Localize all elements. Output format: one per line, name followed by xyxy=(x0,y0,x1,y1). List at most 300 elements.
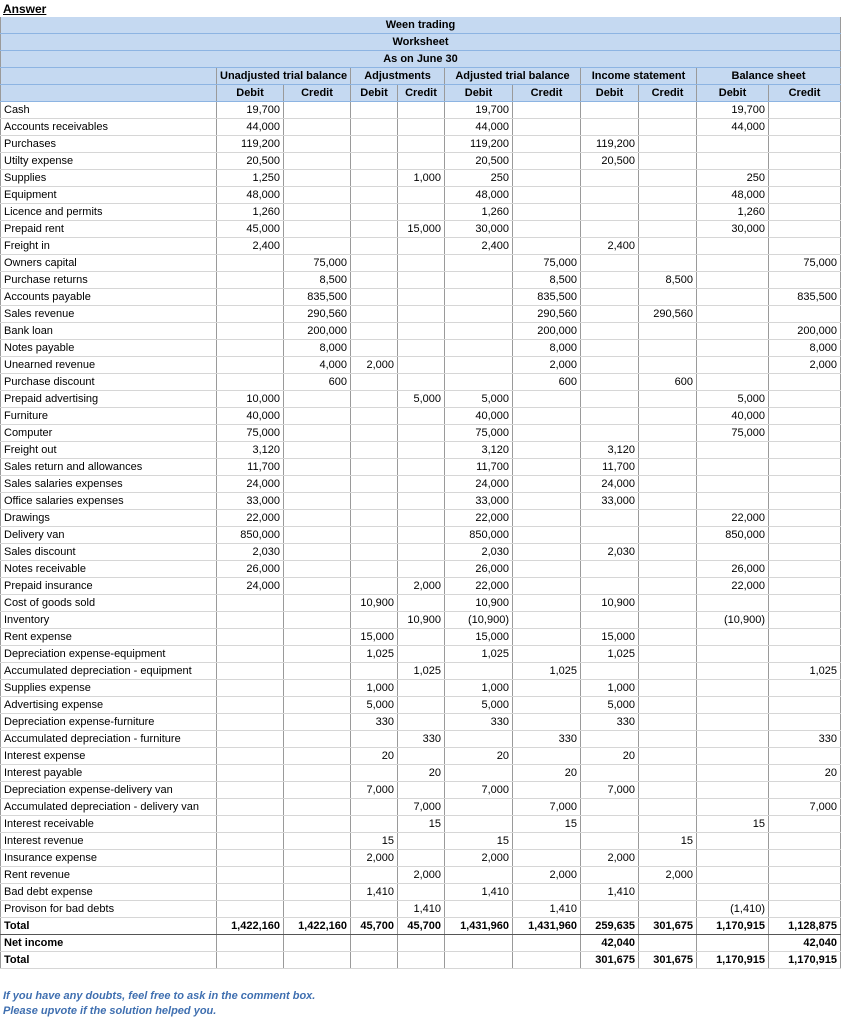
cell-is-credit xyxy=(639,153,697,170)
cell-is-credit xyxy=(639,238,697,255)
cell-is-credit xyxy=(639,629,697,646)
cell-adjtb-credit xyxy=(513,612,581,629)
cell-account: Purchase returns xyxy=(1,272,217,289)
cell-account: Accumulated depreciation - delivery van xyxy=(1,799,217,816)
cell-adjtb-debit xyxy=(445,374,513,391)
cell-unadj-debit: 22,000 xyxy=(217,510,284,527)
cell-bs-credit xyxy=(769,170,841,187)
cell-adj-credit: 10,900 xyxy=(398,612,445,629)
cell-unadj-debit: 10,000 xyxy=(217,391,284,408)
cell-adj-credit: 1,025 xyxy=(398,663,445,680)
cell-account: Sales revenue xyxy=(1,306,217,323)
account-row xyxy=(1,561,841,578)
cell-bs-debit: (1,410) xyxy=(697,901,769,918)
cell-adjtb-debit: 7,000 xyxy=(445,782,513,799)
cell-account: Owners capital xyxy=(1,255,217,272)
cell-unadj-debit: 48,000 xyxy=(217,187,284,204)
cell-account: Equipment xyxy=(1,187,217,204)
cell-account: Prepaid insurance xyxy=(1,578,217,595)
cell-bs-debit: 22,000 xyxy=(697,510,769,527)
cell-adj-credit xyxy=(398,697,445,714)
debit-header: Debit xyxy=(217,85,284,102)
group-adjustments: Adjustments xyxy=(351,68,445,85)
cell-adj-credit xyxy=(398,510,445,527)
cell-adj-credit xyxy=(398,119,445,136)
group-income-statement: Income statement xyxy=(581,68,697,85)
cell-unadj-credit xyxy=(284,833,351,850)
cell-adjtb-debit xyxy=(445,306,513,323)
cell-adj-debit: 1,025 xyxy=(351,646,398,663)
cell-bs-credit xyxy=(769,459,841,476)
cell-bs-debit xyxy=(697,476,769,493)
cell-adjtb-debit: 19,700 xyxy=(445,102,513,119)
cell-adj-credit xyxy=(398,476,445,493)
cell-adj-credit xyxy=(398,748,445,765)
cell-is-credit xyxy=(639,646,697,663)
account-row xyxy=(1,646,841,663)
cell-adjtb-debit: 15,000 xyxy=(445,629,513,646)
cell-bs-debit: 75,000 xyxy=(697,425,769,442)
cell-adjtb-credit xyxy=(513,442,581,459)
cell-is-debit: 33,000 xyxy=(581,493,639,510)
cell-unadj-debit xyxy=(217,850,284,867)
account-row xyxy=(1,714,841,731)
cell-adj-debit xyxy=(351,527,398,544)
cell-unadj-debit xyxy=(217,323,284,340)
cell-unadj-debit xyxy=(217,663,284,680)
cell-is-debit: 20,500 xyxy=(581,153,639,170)
cell-unadj-credit xyxy=(284,629,351,646)
debit-credit-header-row xyxy=(1,85,841,102)
cell-adjtb-debit: 75,000 xyxy=(445,425,513,442)
cell-unadj-credit xyxy=(284,408,351,425)
cell-is-debit xyxy=(581,816,639,833)
cell-is-debit xyxy=(581,731,639,748)
cell-account: Freight in xyxy=(1,238,217,255)
cell-is-debit xyxy=(581,799,639,816)
cell-unadj-debit: 45,000 xyxy=(217,221,284,238)
cell-adj-credit xyxy=(398,425,445,442)
cell-is-credit xyxy=(639,680,697,697)
cell-is-credit xyxy=(639,442,697,459)
cell-unadj-credit xyxy=(284,119,351,136)
cell-adjtb-debit xyxy=(445,816,513,833)
cell-is-credit xyxy=(639,425,697,442)
cell-adj-credit: 45,700 xyxy=(398,918,445,935)
cell-account: Delivery van xyxy=(1,527,217,544)
cell-adj-debit xyxy=(351,578,398,595)
cell-adj-debit xyxy=(351,731,398,748)
cell-adj-credit xyxy=(398,680,445,697)
cell-adjtb-debit xyxy=(445,357,513,374)
cell-unadj-credit: 4,000 xyxy=(284,357,351,374)
cell-bs-debit xyxy=(697,646,769,663)
cell-bs-credit xyxy=(769,408,841,425)
cell-adj-debit xyxy=(351,493,398,510)
cell-bs-debit: 30,000 xyxy=(697,221,769,238)
cell-unadj-credit xyxy=(284,901,351,918)
cell-is-credit xyxy=(639,527,697,544)
account-row xyxy=(1,221,841,238)
cell-is-credit xyxy=(639,884,697,901)
cell-adjtb-debit: 5,000 xyxy=(445,391,513,408)
cell-bs-debit xyxy=(697,935,769,952)
account-row xyxy=(1,119,841,136)
cell-adj-credit xyxy=(398,952,445,969)
cell-adjtb-credit xyxy=(513,238,581,255)
cell-adj-debit: 10,900 xyxy=(351,595,398,612)
credit-header: Credit xyxy=(398,85,445,102)
cell-is-debit: 11,700 xyxy=(581,459,639,476)
cell-adjtb-debit xyxy=(445,272,513,289)
cell-adjtb-credit: 8,000 xyxy=(513,340,581,357)
cell-bs-debit xyxy=(697,799,769,816)
cell-adj-debit xyxy=(351,544,398,561)
cell-bs-debit xyxy=(697,663,769,680)
account-row xyxy=(1,459,841,476)
account-row xyxy=(1,272,841,289)
cell-unadj-debit xyxy=(217,799,284,816)
cell-adj-credit: 20 xyxy=(398,765,445,782)
cell-is-debit xyxy=(581,901,639,918)
cell-unadj-debit xyxy=(217,306,284,323)
cell-adj-credit: 330 xyxy=(398,731,445,748)
cell-adj-debit xyxy=(351,867,398,884)
cell-adjtb-credit xyxy=(513,646,581,663)
cell-adj-debit xyxy=(351,255,398,272)
cell-unadj-debit xyxy=(217,272,284,289)
cell-adjtb-debit: 1,431,960 xyxy=(445,918,513,935)
cell-adjtb-debit: 1,410 xyxy=(445,884,513,901)
cell-account: Total xyxy=(1,918,217,935)
cell-bs-credit xyxy=(769,221,841,238)
cell-bs-debit xyxy=(697,493,769,510)
cell-unadj-credit xyxy=(284,221,351,238)
cell-adj-credit xyxy=(398,289,445,306)
cell-bs-debit: 44,000 xyxy=(697,119,769,136)
cell-unadj-credit xyxy=(284,595,351,612)
debit-header: Debit xyxy=(445,85,513,102)
cell-is-credit xyxy=(639,901,697,918)
cell-bs-credit xyxy=(769,272,841,289)
cell-is-debit xyxy=(581,663,639,680)
cell-adjtb-credit xyxy=(513,527,581,544)
account-row xyxy=(1,731,841,748)
cell-bs-credit xyxy=(769,204,841,221)
cell-adj-debit xyxy=(351,935,398,952)
cell-unadj-debit xyxy=(217,612,284,629)
cell-is-credit xyxy=(639,714,697,731)
cell-adj-debit xyxy=(351,187,398,204)
cell-is-debit xyxy=(581,612,639,629)
cell-adjtb-debit: 250 xyxy=(445,170,513,187)
cell-adj-debit xyxy=(351,442,398,459)
cell-is-debit: 2,030 xyxy=(581,544,639,561)
account-row xyxy=(1,187,841,204)
cell-unadj-debit: 24,000 xyxy=(217,578,284,595)
cell-adjtb-debit: 1,000 xyxy=(445,680,513,697)
cell-unadj-debit xyxy=(217,901,284,918)
cell-unadj-debit xyxy=(217,935,284,952)
cell-is-debit: 5,000 xyxy=(581,697,639,714)
cell-bs-debit xyxy=(697,340,769,357)
account-row xyxy=(1,374,841,391)
cell-is-credit xyxy=(639,595,697,612)
cell-adj-credit: 1,000 xyxy=(398,170,445,187)
cell-bs-debit xyxy=(697,306,769,323)
account-row xyxy=(1,493,841,510)
cell-bs-credit xyxy=(769,561,841,578)
cell-is-debit: 1,025 xyxy=(581,646,639,663)
cell-adj-debit xyxy=(351,952,398,969)
cell-account: Office salaries expenses xyxy=(1,493,217,510)
cell-adjtb-debit xyxy=(445,340,513,357)
cell-unadj-debit xyxy=(217,884,284,901)
cell-is-debit: 2,000 xyxy=(581,850,639,867)
cell-adjtb-debit xyxy=(445,765,513,782)
cell-unadj-credit xyxy=(284,782,351,799)
cell-unadj-debit xyxy=(217,289,284,306)
cell-unadj-debit xyxy=(217,714,284,731)
cell-adjtb-credit xyxy=(513,578,581,595)
cell-is-credit: 8,500 xyxy=(639,272,697,289)
cell-adjtb-debit: 48,000 xyxy=(445,187,513,204)
cell-bs-debit xyxy=(697,765,769,782)
cell-account: Purchases xyxy=(1,136,217,153)
cell-account: Drawings xyxy=(1,510,217,527)
company-name: Ween trading xyxy=(1,17,841,34)
cell-bs-debit xyxy=(697,748,769,765)
cell-adjtb-debit: 20,500 xyxy=(445,153,513,170)
cell-bs-debit xyxy=(697,136,769,153)
cell-bs-credit xyxy=(769,816,841,833)
cell-adj-credit xyxy=(398,306,445,323)
cell-adjtb-debit: 119,200 xyxy=(445,136,513,153)
cell-bs-debit: 250 xyxy=(697,170,769,187)
cell-adjtb-credit: 7,000 xyxy=(513,799,581,816)
cell-unadj-credit xyxy=(284,187,351,204)
cell-adj-debit xyxy=(351,306,398,323)
cell-adj-debit xyxy=(351,170,398,187)
account-row xyxy=(1,612,841,629)
cell-unadj-credit xyxy=(284,493,351,510)
cell-adj-debit: 15 xyxy=(351,833,398,850)
cell-is-credit xyxy=(639,561,697,578)
cell-adj-debit xyxy=(351,510,398,527)
cell-unadj-credit: 290,560 xyxy=(284,306,351,323)
cell-adjtb-debit xyxy=(445,663,513,680)
cell-adjtb-credit xyxy=(513,408,581,425)
cell-adjtb-debit: 26,000 xyxy=(445,561,513,578)
cell-adjtb-debit: 2,030 xyxy=(445,544,513,561)
cell-bs-debit: 40,000 xyxy=(697,408,769,425)
cell-adjtb-credit: 2,000 xyxy=(513,867,581,884)
account-row xyxy=(1,476,841,493)
cell-bs-debit xyxy=(697,850,769,867)
worksheet-table xyxy=(0,17,841,969)
cell-account: Net income xyxy=(1,935,217,952)
cell-is-credit: 15 xyxy=(639,833,697,850)
cell-unadj-debit: 2,030 xyxy=(217,544,284,561)
cell-unadj-debit: 20,500 xyxy=(217,153,284,170)
cell-bs-credit xyxy=(769,629,841,646)
cell-unadj-debit xyxy=(217,646,284,663)
cell-bs-debit xyxy=(697,255,769,272)
cell-adjtb-debit: 24,000 xyxy=(445,476,513,493)
cell-adj-debit: 15,000 xyxy=(351,629,398,646)
cell-account: Computer xyxy=(1,425,217,442)
cell-unadj-credit xyxy=(284,867,351,884)
cell-bs-credit xyxy=(769,425,841,442)
cell-is-credit xyxy=(639,782,697,799)
cell-is-debit xyxy=(581,527,639,544)
cell-is-debit: 3,120 xyxy=(581,442,639,459)
cell-adj-credit xyxy=(398,408,445,425)
cell-unadj-debit: 119,200 xyxy=(217,136,284,153)
cell-bs-credit xyxy=(769,544,841,561)
cell-bs-credit xyxy=(769,782,841,799)
cell-unadj-debit: 26,000 xyxy=(217,561,284,578)
cell-adjtb-debit: 10,900 xyxy=(445,595,513,612)
cell-bs-credit: 20 xyxy=(769,765,841,782)
cell-bs-credit xyxy=(769,476,841,493)
cell-adjtb-debit: 30,000 xyxy=(445,221,513,238)
cell-adj-debit xyxy=(351,136,398,153)
cell-bs-credit xyxy=(769,136,841,153)
cell-bs-credit xyxy=(769,442,841,459)
cell-is-debit: 15,000 xyxy=(581,629,639,646)
cell-unadj-credit xyxy=(284,561,351,578)
cell-adjtb-credit xyxy=(513,170,581,187)
cell-unadj-debit: 44,000 xyxy=(217,119,284,136)
cell-adjtb-credit xyxy=(513,595,581,612)
cell-is-credit xyxy=(639,170,697,187)
cell-is-credit xyxy=(639,136,697,153)
debit-header: Debit xyxy=(697,85,769,102)
cell-unadj-credit xyxy=(284,425,351,442)
cell-bs-credit xyxy=(769,578,841,595)
cell-bs-credit xyxy=(769,901,841,918)
cell-is-credit xyxy=(639,391,697,408)
cell-adj-debit xyxy=(351,340,398,357)
cell-is-debit: 20 xyxy=(581,748,639,765)
cell-is-credit xyxy=(639,340,697,357)
cell-bs-debit xyxy=(697,289,769,306)
cell-adj-credit xyxy=(398,850,445,867)
cell-adjtb-credit: 15 xyxy=(513,816,581,833)
cell-adj-debit: 330 xyxy=(351,714,398,731)
cell-unadj-credit: 200,000 xyxy=(284,323,351,340)
credit-header: Credit xyxy=(769,85,841,102)
cell-adj-debit xyxy=(351,204,398,221)
cell-bs-debit xyxy=(697,697,769,714)
account-row xyxy=(1,170,841,187)
cell-is-debit xyxy=(581,323,639,340)
cell-unadj-credit xyxy=(284,680,351,697)
cell-unadj-credit xyxy=(284,765,351,782)
cell-is-credit xyxy=(639,612,697,629)
cell-adjtb-credit xyxy=(513,561,581,578)
account-row xyxy=(1,850,841,867)
cell-is-debit xyxy=(581,204,639,221)
cell-is-debit: 119,200 xyxy=(581,136,639,153)
cell-account: Cost of goods sold xyxy=(1,595,217,612)
cell-bs-debit: 26,000 xyxy=(697,561,769,578)
cell-bs-debit xyxy=(697,629,769,646)
cell-is-credit xyxy=(639,408,697,425)
cell-is-debit: 10,900 xyxy=(581,595,639,612)
account-row xyxy=(1,748,841,765)
cell-adjtb-debit: 33,000 xyxy=(445,493,513,510)
cell-adj-credit xyxy=(398,136,445,153)
cell-adjtb-debit xyxy=(445,255,513,272)
cell-adjtb-credit xyxy=(513,204,581,221)
cell-adj-debit xyxy=(351,561,398,578)
cell-adj-credit: 5,000 xyxy=(398,391,445,408)
cell-is-debit xyxy=(581,357,639,374)
cell-bs-debit: 15 xyxy=(697,816,769,833)
cell-adj-credit xyxy=(398,374,445,391)
cell-account: Interest expense xyxy=(1,748,217,765)
cell-unadj-debit: 1,422,160 xyxy=(217,918,284,935)
cell-account: Supplies xyxy=(1,170,217,187)
cell-adjtb-credit: 2,000 xyxy=(513,357,581,374)
cell-is-debit: 7,000 xyxy=(581,782,639,799)
cell-adjtb-credit xyxy=(513,714,581,731)
cell-is-debit xyxy=(581,765,639,782)
cell-adj-debit xyxy=(351,901,398,918)
cell-adjtb-credit: 8,500 xyxy=(513,272,581,289)
account-row xyxy=(1,799,841,816)
cell-adjtb-debit: 22,000 xyxy=(445,510,513,527)
cell-account: Accounts payable xyxy=(1,289,217,306)
cell-adj-credit xyxy=(398,595,445,612)
cell-is-debit xyxy=(581,408,639,425)
cell-unadj-credit: 75,000 xyxy=(284,255,351,272)
cell-adj-credit xyxy=(398,272,445,289)
cell-unadj-credit xyxy=(284,170,351,187)
cell-is-credit: 600 xyxy=(639,374,697,391)
cell-is-debit xyxy=(581,221,639,238)
account-row xyxy=(1,680,841,697)
account-row xyxy=(1,782,841,799)
cell-is-credit xyxy=(639,816,697,833)
cell-unadj-debit: 1,250 xyxy=(217,170,284,187)
cell-bs-credit xyxy=(769,238,841,255)
cell-unadj-debit: 11,700 xyxy=(217,459,284,476)
cell-is-credit xyxy=(639,323,697,340)
cell-adj-credit: 2,000 xyxy=(398,578,445,595)
cell-is-credit: 2,000 xyxy=(639,867,697,884)
cell-adjtb-credit xyxy=(513,153,581,170)
credit-header: Credit xyxy=(513,85,581,102)
cell-adjtb-debit: 22,000 xyxy=(445,578,513,595)
cell-adj-debit xyxy=(351,799,398,816)
cell-adjtb-credit xyxy=(513,935,581,952)
cell-unadj-credit xyxy=(284,850,351,867)
cell-adjtb-credit xyxy=(513,493,581,510)
cell-adj-credit xyxy=(398,442,445,459)
cell-unadj-debit: 850,000 xyxy=(217,527,284,544)
cell-is-credit xyxy=(639,765,697,782)
cell-adjtb-credit xyxy=(513,102,581,119)
cell-unadj-credit xyxy=(284,731,351,748)
cell-bs-debit xyxy=(697,374,769,391)
cell-adj-debit xyxy=(351,765,398,782)
cell-unadj-credit xyxy=(284,884,351,901)
cell-adjtb-debit: 20 xyxy=(445,748,513,765)
cell-adj-credit xyxy=(398,646,445,663)
